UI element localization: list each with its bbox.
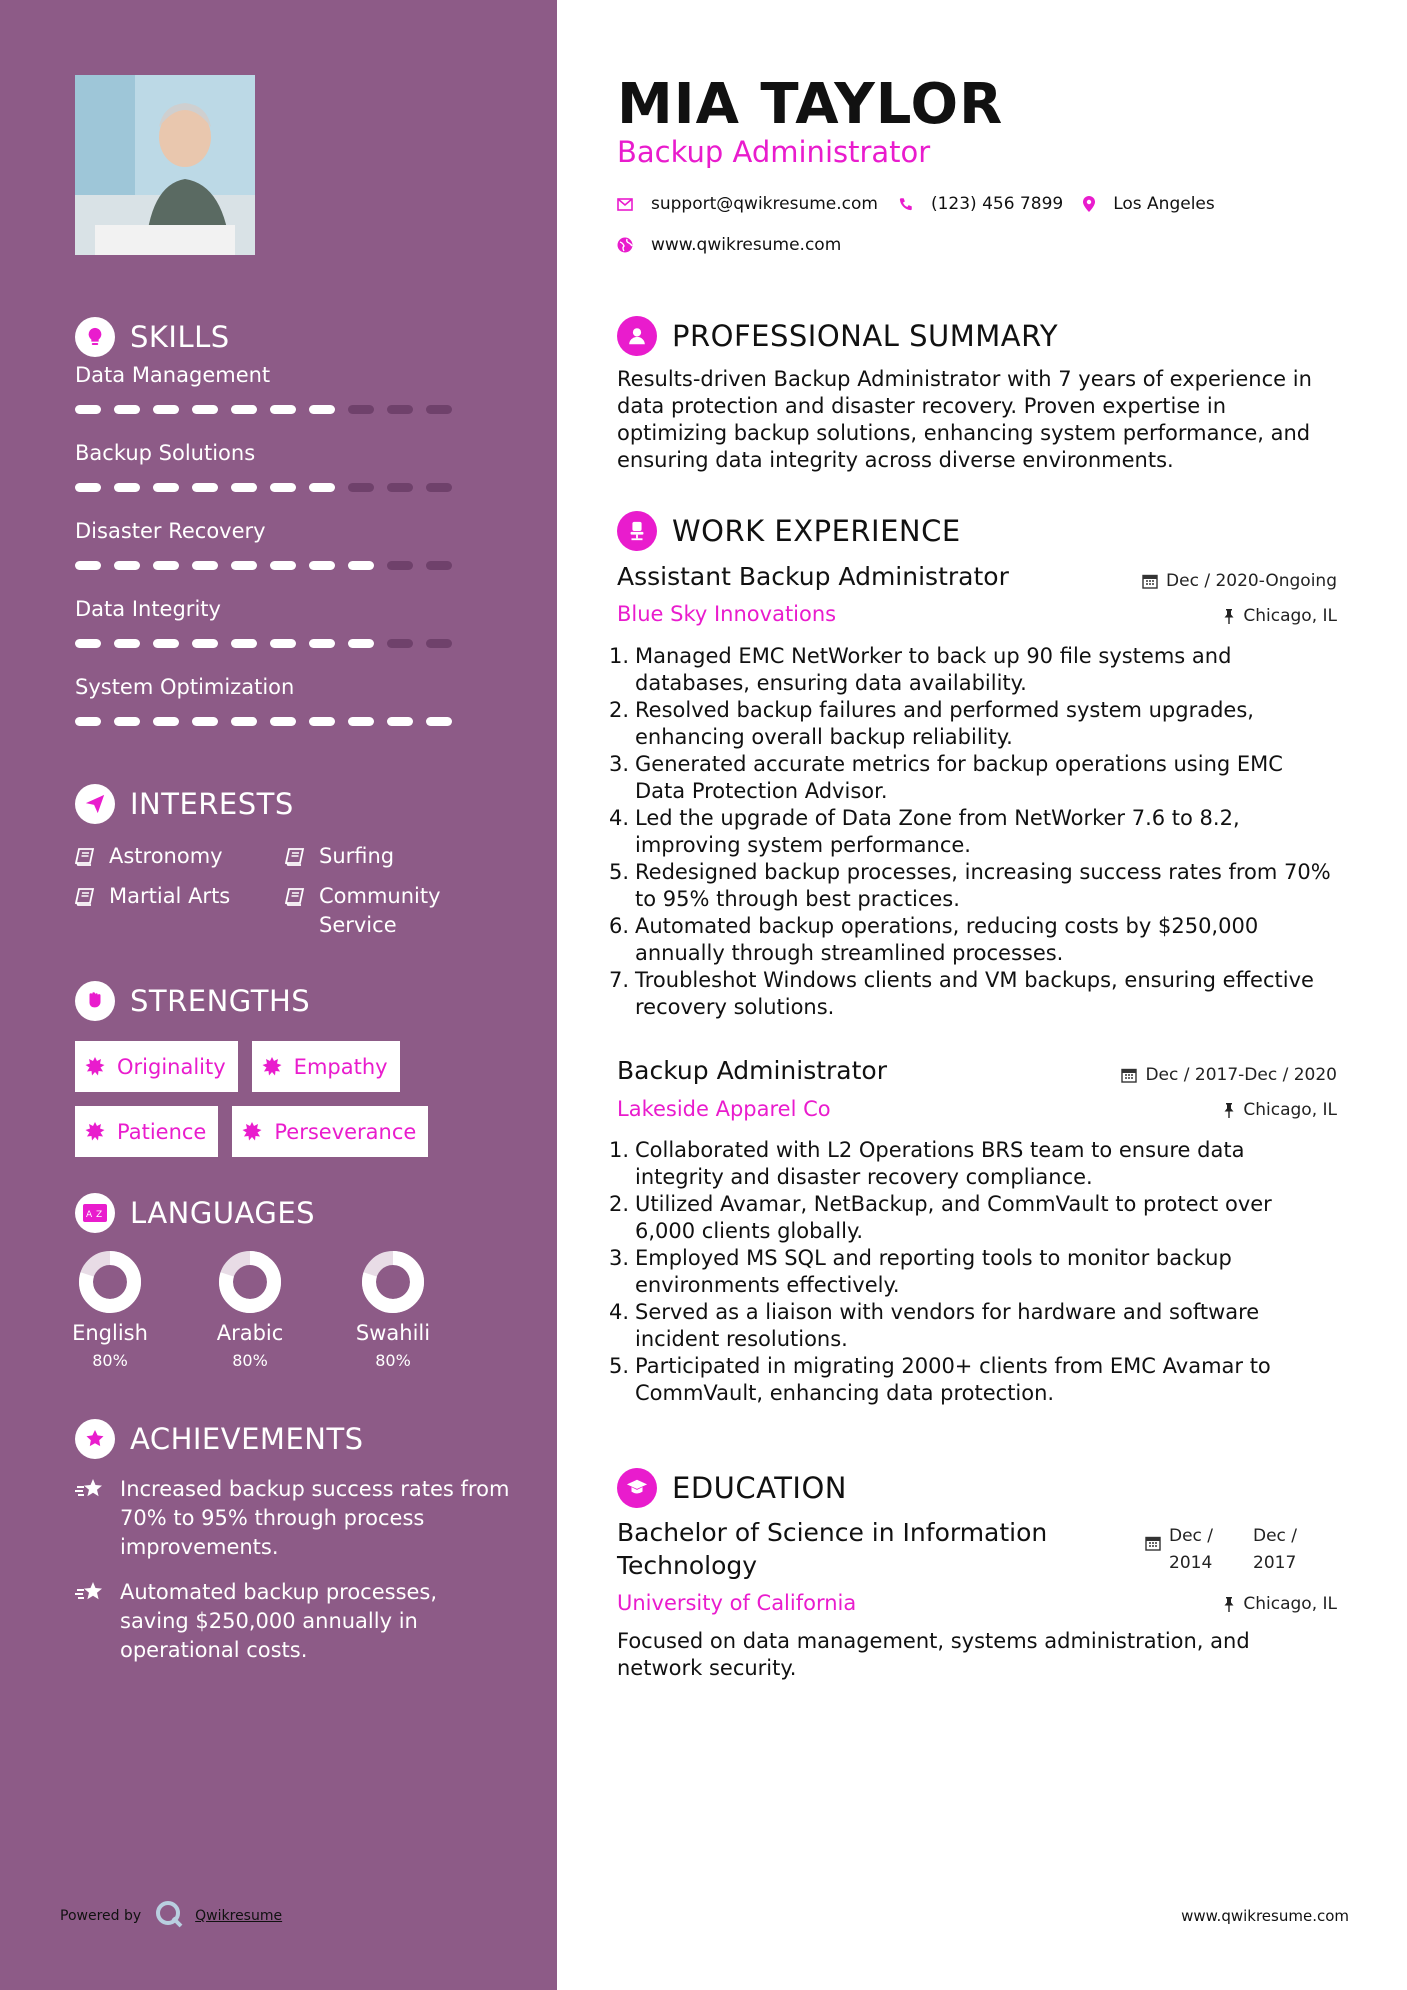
bullet-number: 4. (609, 806, 630, 830)
skill-level-dash (153, 405, 179, 414)
skill-level-dash (192, 405, 218, 414)
lightbulb-icon (75, 317, 115, 357)
skill-level-dash (348, 405, 374, 414)
phone-text: (123) 456 7899 (930, 194, 1064, 214)
bullet-text: Employed MS SQL and reporting tools to monitor backup environments effectively. (635, 1246, 1232, 1297)
skill-level-dash (114, 561, 140, 570)
skill-name: Disaster Recovery (75, 519, 266, 543)
skill-level-dash (192, 561, 218, 570)
skill-level-dash (426, 717, 452, 726)
qwikresume-logo-icon (155, 1900, 183, 1932)
skill-level-dash (75, 405, 101, 414)
skill-level-dash (387, 717, 413, 726)
skills-section (75, 317, 515, 753)
interests-section (75, 784, 515, 940)
interests-list (75, 842, 515, 940)
phone-icon (898, 197, 913, 212)
job-dates-text: Dec / 2017-Dec / 2020 (1145, 1065, 1337, 1085)
email-item (617, 194, 878, 214)
website-text[interactable]: www.qwikresume.com (651, 235, 842, 255)
job-bullet (609, 805, 1337, 859)
calendar-icon (1145, 1535, 1161, 1551)
bullet-number: 3. (609, 752, 630, 776)
job-company: Lakeside Apparel Co (617, 1097, 831, 1121)
skill-level-dash (387, 639, 413, 648)
language-percent: 80% (232, 1351, 268, 1370)
skill-level-dash (270, 639, 296, 648)
badge-star-icon (85, 1122, 105, 1142)
bullet-text: Generated accurate metrics for backup operations using EMC Data Protection Advisor. (635, 752, 1283, 803)
summary-title: PROFESSIONAL SUMMARY (672, 319, 1059, 353)
summary-heading (617, 316, 1058, 356)
skill-level-dash (153, 561, 179, 570)
language-name: English (72, 1321, 148, 1345)
languages-title: LANGUAGES (130, 1196, 316, 1230)
achievement-text: Increased backup success rates from 70% to 95% through process improvements. (120, 1477, 510, 1559)
skill-name: System Optimization (75, 675, 295, 699)
website-item (617, 235, 841, 255)
skill-level-dash (348, 561, 374, 570)
skill-row (75, 363, 515, 441)
skill-level-dash (387, 483, 413, 492)
job-dates-text: Dec / 2020-Ongoing (1166, 571, 1337, 591)
phone-item (898, 194, 1063, 214)
education-title: EDUCATION (672, 1471, 848, 1505)
location-item (1083, 194, 1215, 214)
job-bullet (609, 1353, 1337, 1407)
skill-level-dash (153, 717, 179, 726)
job-bullet (609, 1299, 1337, 1353)
bullet-number: 7. (609, 968, 630, 992)
candidate-role: Backup Administrator (617, 135, 931, 169)
location-text: Los Angeles (1113, 194, 1215, 214)
skill-level-dash (348, 717, 374, 726)
language-proficiency-ring (362, 1251, 424, 1313)
interest-item (75, 882, 285, 940)
language-item (195, 1251, 305, 1370)
education-start: Dec / 2014 (1169, 1526, 1214, 1573)
paper-plane-icon (75, 784, 115, 824)
bullet-text: Resolved backup failures and performed system upgrades, enhancing overall backup reliability. (635, 698, 1254, 749)
pushpin-icon (1223, 1103, 1235, 1118)
degree-title: Bachelor of Science in Information Technology (617, 1518, 1048, 1580)
bullet-text: Led the upgrade of Data Zone from NetWorker 7.6 to 8.2, improving system performance. (635, 806, 1240, 857)
strength-label: Perseverance (274, 1119, 417, 1144)
job-company: Blue Sky Innovations (617, 602, 837, 626)
achievements-list (75, 1475, 515, 1665)
education-dates (1145, 1523, 1319, 1577)
strengths-title: STRENGTHS (130, 984, 311, 1018)
interests-heading (75, 784, 515, 824)
bullet-text: Troubleshot Windows clients and VM backups, ensuring effective recovery solutions. (635, 968, 1314, 1019)
languages-list (72, 1251, 515, 1381)
user-icon (617, 316, 657, 356)
education-end: Dec / 2017 (1253, 1526, 1298, 1573)
globe-icon (617, 237, 633, 253)
raised-fist-icon (75, 981, 115, 1021)
bullet-text: Utilized Avamar, NetBackup, and CommVault to protect over 6,000 clients globally. (635, 1192, 1272, 1243)
strength-tag (75, 1106, 218, 1157)
bullet-number: 5. (609, 860, 630, 884)
language-proficiency-ring (79, 1251, 141, 1313)
skill-level-bar (75, 483, 455, 493)
job-bullets (609, 643, 1337, 1021)
svg-text:Z: Z (96, 1210, 103, 1220)
skill-row (75, 675, 515, 753)
strength-tag (75, 1041, 238, 1092)
summary-text: Results-driven Backup Administrator with 7 years of experience in data protection and disaster recovery. Proven expertise in optimizing backup solutions, enhancing system performance, and ensuring data integrity across diverse environments. (617, 367, 1312, 472)
achievement-text: Automated backup processes, saving $250,000 annually in operational costs. (120, 1580, 438, 1662)
skill-level-dash (114, 483, 140, 492)
bullet-text: Participated in migrating 2000+ clients from EMC Avamar to CommVault, enhancing data protection. (635, 1354, 1271, 1405)
skill-level-dash (75, 561, 101, 570)
skill-level-dash (387, 405, 413, 414)
languages-section (72, 1193, 515, 1381)
skills-heading (75, 317, 515, 357)
skill-level-dash (231, 405, 257, 414)
skill-name: Data Integrity (75, 597, 221, 621)
job-location (1223, 606, 1337, 626)
bullet-number: 5. (609, 1354, 630, 1378)
job-bullet (609, 751, 1337, 805)
pushpin-icon (1223, 609, 1235, 624)
strength-label: Empathy (293, 1054, 388, 1079)
strength-tag (232, 1106, 428, 1157)
qwikresume-link[interactable]: Qwikresume (195, 1908, 283, 1924)
job-dates (1142, 571, 1337, 591)
interest-item (285, 882, 495, 940)
skill-level-dash (426, 405, 452, 414)
badge-star-icon (262, 1057, 282, 1077)
interest-item (75, 842, 285, 874)
badge-star-icon (85, 1057, 105, 1077)
footer-url[interactable]: www.qwikresume.com (1181, 1907, 1349, 1925)
book-icon (285, 885, 307, 914)
interest-label: Martial Arts (109, 884, 231, 908)
bullet-text: Automated backup operations, reducing costs by $250,000 annually through streamlined processes. (635, 914, 1259, 965)
education-location (1223, 1594, 1337, 1614)
profile-photo (75, 75, 255, 255)
skill-level-dash (192, 717, 218, 726)
skill-level-dash (426, 639, 452, 648)
job-bullet (609, 1137, 1337, 1191)
skill-level-dash (231, 483, 257, 492)
bullet-text: Managed EMC NetWorker to back up 90 file systems and databases, ensuring data availability. (635, 644, 1232, 695)
powered-by (60, 1900, 282, 1932)
bullet-number: 6. (609, 914, 630, 938)
skill-row (75, 519, 515, 597)
job-bullets (609, 1137, 1337, 1407)
strength-label: Patience (117, 1119, 207, 1144)
sidebar (0, 0, 557, 1990)
bullet-number: 1. (609, 644, 630, 668)
achievements-heading (75, 1419, 515, 1459)
skill-level-dash (426, 483, 452, 492)
website-row (617, 235, 861, 255)
skill-level-dash (387, 561, 413, 570)
skill-level-dash (192, 639, 218, 648)
strengths-section (75, 981, 515, 1157)
email-text[interactable]: support@qwikresume.com (651, 194, 878, 214)
star-icon (75, 1477, 107, 1511)
badge-star-icon (242, 1122, 262, 1142)
skill-level-dash (270, 717, 296, 726)
experience-heading (617, 511, 961, 551)
skill-level-bar (75, 717, 455, 727)
language-name: Arabic (216, 1321, 284, 1345)
achievement-item (75, 1475, 515, 1562)
skills-list (75, 363, 515, 753)
job-bullet (609, 913, 1337, 967)
office-chair-icon (617, 511, 657, 551)
job-bullet (609, 967, 1337, 1021)
bullet-number: 3. (609, 1246, 630, 1270)
interest-label: Astronomy (109, 844, 223, 868)
book-icon (75, 845, 97, 874)
skill-level-dash (75, 639, 101, 648)
bullet-number: 1. (609, 1138, 630, 1162)
skill-level-dash (75, 483, 101, 492)
skill-row (75, 441, 515, 519)
education-location-text: Chicago, IL (1243, 1594, 1337, 1614)
strength-tag (252, 1041, 400, 1092)
strengths-list (75, 1041, 475, 1157)
skill-level-dash (309, 483, 335, 492)
skill-level-dash (114, 639, 140, 648)
job-title: Backup Administrator (617, 1056, 888, 1085)
map-pin-icon (1083, 196, 1095, 212)
skill-level-dash (270, 405, 296, 414)
skill-level-dash (114, 717, 140, 726)
interest-label: Community Service (319, 884, 441, 937)
job-location (1223, 1100, 1337, 1120)
candidate-name: MIA TAYLOR (617, 72, 1004, 137)
skill-level-dash (114, 405, 140, 414)
skill-level-dash (309, 405, 335, 414)
powered-by-label: Powered by (60, 1908, 142, 1924)
skill-level-dash (75, 717, 101, 726)
bullet-text: Served as a liaison with vendors for hardware and software incident resolutions. (635, 1300, 1260, 1351)
skill-level-dash (231, 639, 257, 648)
language-name: Swahili (355, 1321, 431, 1345)
skill-level-dash (270, 483, 296, 492)
skill-level-dash (270, 561, 296, 570)
strength-label: Originality (117, 1054, 226, 1079)
job-dates (1121, 1065, 1337, 1085)
skill-name: Data Management (75, 363, 271, 387)
interest-item (285, 842, 495, 874)
svg-text:A: A (86, 1210, 93, 1220)
strengths-heading (75, 981, 515, 1021)
bullet-number: 2. (609, 698, 630, 722)
skill-level-dash (348, 483, 374, 492)
skill-level-dash (309, 717, 335, 726)
skill-level-bar (75, 561, 455, 571)
job-title: Assistant Backup Administrator (617, 562, 1009, 591)
skill-level-dash (426, 561, 452, 570)
calendar-icon (1121, 1067, 1137, 1083)
education-text: Focused on data management, systems administration, and network security. (617, 1629, 1250, 1680)
bullet-text: Collaborated with L2 Operations BRS team to ensure data integrity and disaster recovery compliance. (635, 1138, 1245, 1189)
skill-level-bar (75, 639, 455, 649)
skills-title: SKILLS (130, 320, 230, 354)
job-bullet (609, 643, 1337, 697)
language-percent: 80% (92, 1351, 128, 1370)
skill-level-dash (153, 639, 179, 648)
job-bullet (609, 1191, 1337, 1245)
skill-level-dash (231, 717, 257, 726)
star-icon (75, 1580, 107, 1614)
skill-row (75, 597, 515, 675)
language-percent: 80% (375, 1351, 411, 1370)
skill-level-dash (309, 561, 335, 570)
skill-level-dash (348, 639, 374, 648)
job-bullet (609, 859, 1337, 913)
contact-row (617, 194, 1235, 214)
interests-title: INTERESTS (130, 787, 294, 821)
skill-level-dash (192, 483, 218, 492)
bullet-number: 2. (609, 1192, 630, 1216)
language-proficiency-ring (219, 1251, 281, 1313)
job-location-text: Chicago, IL (1243, 606, 1337, 626)
star-badge-icon (75, 1419, 115, 1459)
achievements-title: ACHIEVEMENTS (130, 1422, 364, 1456)
skill-level-bar (75, 405, 455, 415)
skill-level-dash (231, 561, 257, 570)
graduate-icon (617, 1468, 657, 1508)
book-icon (285, 845, 307, 874)
achievement-item (75, 1578, 515, 1665)
achievements-section (75, 1419, 515, 1665)
school-name: University of California (617, 1591, 857, 1615)
bullet-text: Redesigned backup processes, increasing success rates from 70% to 95% through best practices. (635, 860, 1331, 911)
interest-label: Surfing (319, 844, 395, 868)
calendar-icon (1142, 573, 1158, 589)
envelope-icon (617, 198, 633, 211)
job-location-text: Chicago, IL (1243, 1100, 1337, 1120)
education-heading (617, 1468, 847, 1508)
skill-level-dash (309, 639, 335, 648)
book-icon (75, 885, 97, 914)
job-bullet (609, 1245, 1337, 1299)
languages-heading (75, 1193, 515, 1233)
language-item (338, 1251, 448, 1370)
experience-title: WORK EXPERIENCE (672, 514, 961, 548)
pushpin-icon (1223, 1597, 1235, 1612)
language-item (55, 1251, 165, 1370)
skill-name: Backup Solutions (75, 441, 256, 465)
translate-icon (75, 1193, 115, 1233)
bullet-number: 4. (609, 1300, 630, 1324)
job-bullet (609, 697, 1337, 751)
skill-level-dash (153, 483, 179, 492)
